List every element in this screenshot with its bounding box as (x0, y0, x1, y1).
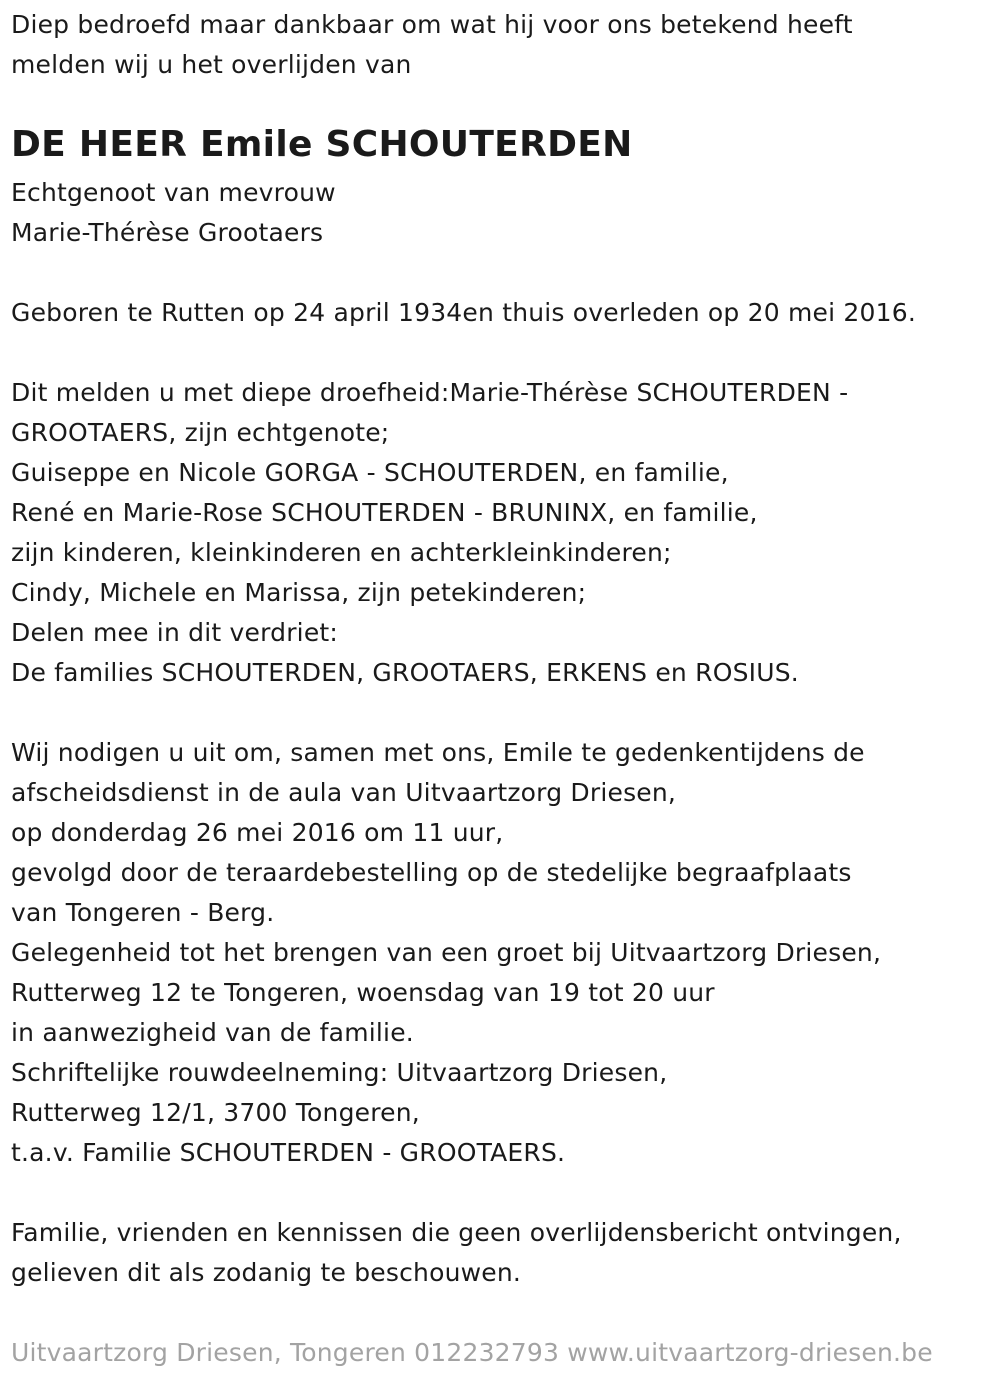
closing-line: gelieven dit als zodanig te beschouwen. (11, 1258, 522, 1287)
family-line: zijn kinderen, kleinkinderen en achterkleinkinderen; (11, 538, 672, 567)
closing-line: Familie, vrienden en kennissen die geen overlijdensbericht ontvingen, (11, 1218, 902, 1247)
family-line: Guiseppe en Nicole GORGA - SCHOUTERDEN, en familie, (11, 458, 729, 487)
spouse-line: Marie-Thérèse Grootaers (11, 218, 324, 247)
death-notice (11, 0, 991, 1390)
service-line: op donderdag 26 mei 2016 om 11 uur, (11, 818, 504, 847)
intro-line: melden wij u het overlijden van (11, 50, 412, 79)
family-line: Delen mee in dit verdriet: (11, 618, 339, 647)
family-line: Cindy, Michele en Marissa, zijn petekinderen; (11, 578, 587, 607)
service-line: van Tongeren - Berg. (11, 898, 275, 927)
service-line: t.a.v. Familie SCHOUTERDEN - GROOTAERS. (11, 1138, 566, 1167)
funeral-home-footer: Uitvaartzorg Driesen, Tongeren 012232793 www.uitvaartzorg-driesen.be (11, 1338, 933, 1367)
service-line: gevolgd door de teraardebestelling op de stedelijke begraafplaats (11, 858, 852, 887)
service-details (11, 733, 881, 1173)
family-line: GROOTAERS, zijn echtgenote; (11, 418, 390, 447)
intro-line: Diep bedroefd maar dankbaar om wat hij voor ons betekend heeft (11, 10, 853, 39)
service-line: in aanwezigheid van de familie. (11, 1018, 414, 1047)
service-line: Wij nodigen u uit om, samen met ons, Emile te gedenkentijdens de (11, 738, 865, 767)
service-line: Gelegenheid tot het brengen van een groet bij Uitvaartzorg Driesen, (11, 938, 882, 967)
birth-death-info (11, 293, 916, 333)
spouse-line: Echtgenoot van mevrouw (11, 178, 336, 207)
service-line: Rutterweg 12 te Tongeren, woensdag van 19 tot 20 uur (11, 978, 715, 1007)
service-line: Schriftelijke rouwdeelneming: Uitvaartzorg Driesen, (11, 1058, 668, 1087)
family-line: Dit melden u met diepe droefheid:Marie-Thérèse SCHOUTERDEN - (11, 378, 849, 407)
intro-text (11, 5, 853, 85)
family-line: René en Marie-Rose SCHOUTERDEN - BRUNINX, en familie, (11, 498, 758, 527)
service-line: Rutterweg 12/1, 3700 Tongeren, (11, 1098, 420, 1127)
deceased-name: DE HEER Emile SCHOUTERDEN (11, 124, 633, 165)
spouse-info (11, 173, 336, 253)
service-line: afscheidsdienst in de aula van Uitvaartzorg Driesen, (11, 778, 677, 807)
birth-death-line: Geboren te Rutten op 24 april 1934en thuis overleden op 20 mei 2016. (11, 298, 916, 327)
closing-note (11, 1213, 902, 1293)
family-list (11, 373, 848, 693)
family-line: De families SCHOUTERDEN, GROOTAERS, ERKENS en ROSIUS. (11, 658, 799, 687)
